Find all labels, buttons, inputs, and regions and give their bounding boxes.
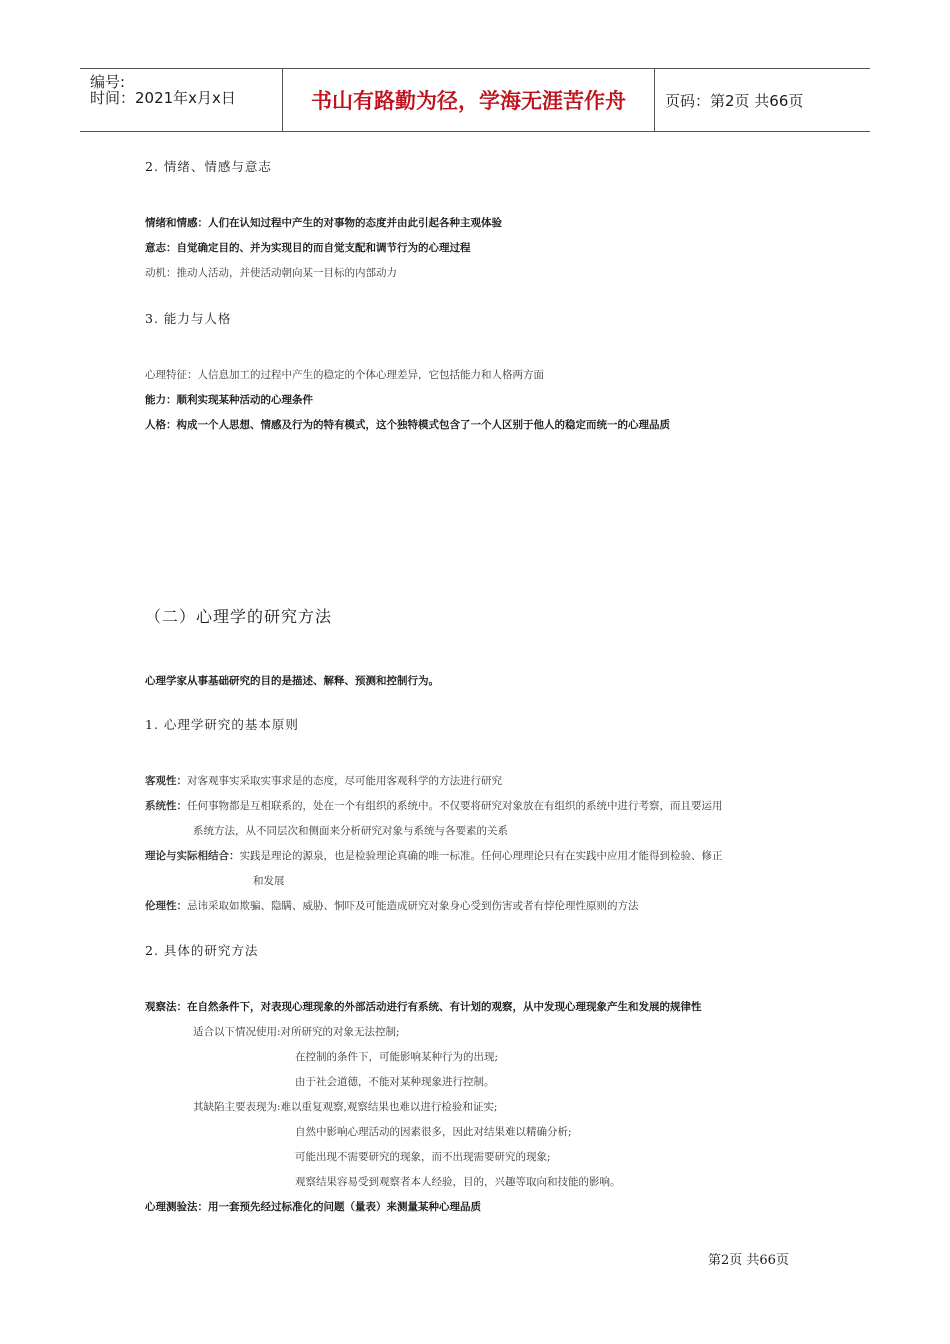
- list-item: 观察结果容易受到观察者本人经验，目的，兴趣等取向和技能的影响。: [295, 1176, 621, 1188]
- page-label: 页码：第2页 共66页: [665, 91, 804, 110]
- paragraph: 心理特征：人信息加工的过程中产生的稳定的个体心理差异，它包括能力和人格两方面: [145, 369, 544, 381]
- header-meta-cell: [80, 69, 283, 131]
- principle-item-continued: 系统方法，从不同层次和侧面来分析研究对象与系统与各要素的关系: [193, 825, 508, 837]
- paragraph: 情绪和情感：人们在认知过程中产生的对事物的态度并由此引起各种主观体验: [145, 217, 502, 229]
- paragraph: 心理学家从事基础研究的目的是描述、解释、预测和控制行为。: [145, 675, 439, 687]
- principle-item: 客观性：对客观事实采取实事求是的态度，尽可能用客观科学的方法进行研究: [145, 775, 502, 787]
- page-footer: 第2页 共66页: [708, 1253, 789, 1268]
- list-item: 由于社会道德，不能对某种现象进行控制。: [295, 1076, 495, 1088]
- header-table: [80, 68, 870, 132]
- paragraph: 人格：构成一个人思想、情感及行为的特有模式，这个独特模式包含了一个人区别于他人的稳定而统一的心理品质: [145, 419, 670, 431]
- list-item: 在控制的条件下，可能影响某种行为的出现;: [295, 1051, 499, 1063]
- list-item: 可能出现不需要研究的现象，而不出现需要研究的现象;: [295, 1151, 551, 1163]
- section-heading: 2. 具体的研究方法: [145, 943, 259, 958]
- principle-item-continued: 和发展: [253, 875, 285, 887]
- list-item: 自然中影响心理活动的因素很多，因此对结果难以精确分析;: [295, 1126, 572, 1138]
- header-motto-cell: [283, 69, 655, 131]
- paragraph: 心理测验法：用一套预先经过标准化的问题（量表）来测量某种心理品质: [145, 1201, 481, 1213]
- header-page-cell: [655, 69, 870, 131]
- paragraph: 动机：推动人活动，并使活动朝向某一目标的内部动力: [145, 267, 397, 279]
- motto: 书山有路勤为径，学海无涯苦作舟: [311, 89, 626, 113]
- time-label: 时间：2021年x月x日: [90, 89, 236, 107]
- section-heading: 1. 心理学研究的基本原则: [145, 717, 299, 732]
- code-label: 编号:: [90, 73, 126, 91]
- paragraph: 能力：顺利实现某种活动的心理条件: [145, 394, 313, 406]
- principle-item: 理论与实际相结合：实践是理论的源泉，也是检验理论真确的唯一标准。任何心理理论只有在实践中应用才能得到检验、修正: [145, 850, 723, 862]
- section-heading: 2. 情绪、情感与意志: [145, 159, 272, 174]
- paragraph: 观察法：在自然条件下，对表现心理现象的外部活动进行有系统、有计划的观察，从中发现心理现象产生和发展的规律性: [145, 1001, 702, 1013]
- part-heading: （二）心理学的研究方法: [145, 607, 333, 626]
- list-item: 适合以下情况使用:对所研究的对象无法控制;: [193, 1026, 400, 1038]
- section-heading: 3. 能力与人格: [145, 311, 232, 326]
- principle-item: 系统性：任何事物都是互相联系的，处在一个有组织的系统中。不仅要将研究对象放在有组织的系统中进行考察，而且要运用: [145, 800, 723, 812]
- list-item: 其缺陷主要表现为:难以重复观察,观察结果也难以进行检验和证实;: [193, 1101, 498, 1113]
- principle-item: 伦理性：忌讳采取如欺骗、隐瞒、威胁、恫吓及可能造成研究对象身心受到伤害或者有悖伦理性原则的方法: [145, 900, 639, 912]
- paragraph: 意志：自觉确定目的、并为实现目的而自觉支配和调节行为的心理过程: [145, 242, 471, 254]
